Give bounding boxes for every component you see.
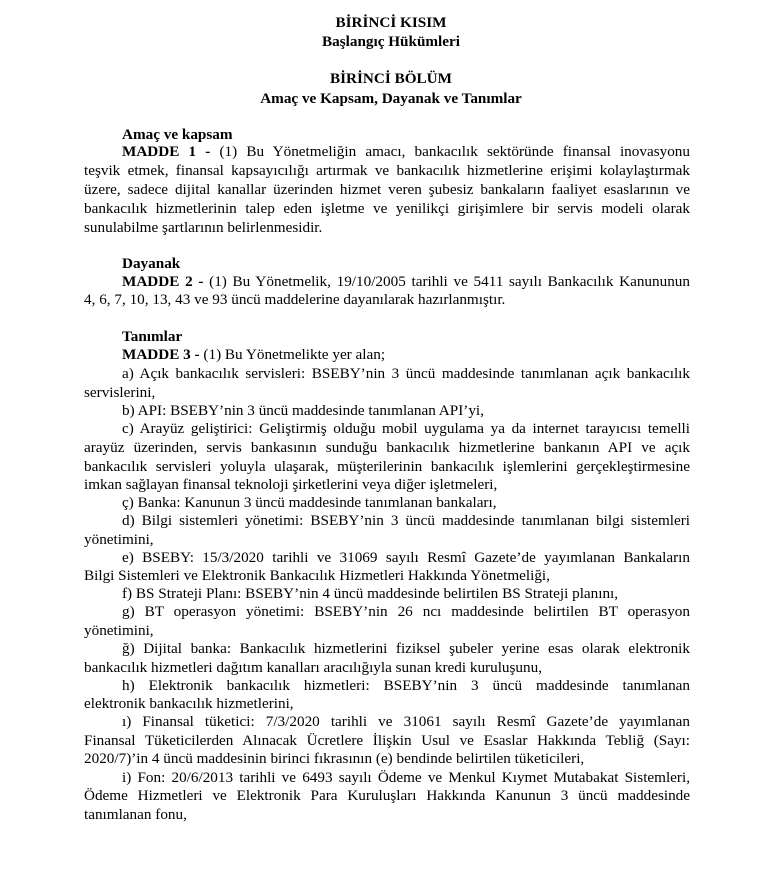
article2-label: MADDE 2 - (122, 273, 204, 290)
definition-d-cont: yönetimini, (84, 531, 154, 548)
definition-e: e) BSEBY: 15/3/2020 tarihli ve 31069 sayılı Resmî Gazete’de yayımlanan Bankaların (122, 549, 690, 566)
article3-first-line: MADDE 3 - (1) Bu Yönetmelikte yer alan; (122, 346, 386, 363)
article1-label: MADDE 1 - (122, 143, 211, 160)
article1-line: bankacılık hizmetlerinin talep eden işletme ve yenilikçi girişimlere bir servis modeli olarak (84, 200, 690, 217)
definition-gg-cont: bankacılık hizmetleri dağıtım kanalları aracılığıyla sunan kredi kuruluşunu, (84, 659, 543, 676)
definition-c-cont: arayüz üzerinden, servis bankasının sunduğu bankacılık hizmetlerine bankanın API ve açık (84, 439, 690, 456)
part-title: BİRİNCİ KISIM (335, 14, 447, 31)
definition-d: d) Bilgi sistemleri yönetimi: BSEBY’nin 3 üncü maddesinde tanımlanan bilgi sistemleri (122, 512, 690, 529)
definition-a-cont: servislerini, (84, 384, 156, 401)
definition-g: g) BT operasyon yönetimi: BSEBY’nin 26 ncı maddesinde belirtilen BT operasyon (122, 603, 690, 620)
definition-cc: ç) Banka: Kanunun 3 üncü maddesinde tanımlanan bankaları, (122, 494, 497, 511)
definition-i: i) Fon: 20/6/2013 tarihli ve 6493 sayılı Ödeme ve Menkul Kıymet Mutabakat Sistemleri, (122, 769, 690, 786)
definition-i-cont: tanımlanan fonu, (84, 806, 187, 823)
definition-i-cont: Ödeme Hizmetleri ve Elektronik Para Kuruluşları Hakkında Kanunun 3 üncü maddesinde (84, 787, 690, 804)
part-subtitle: Başlangıç Hükümleri (322, 33, 460, 50)
definition-gg: ğ) Dijital banka: Bankacılık hizmetlerini fiziksel şubeler yerine esas olarak elektronik (122, 640, 690, 657)
article1-first-line: MADDE 1 - (1) Bu Yönetmeliğin amacı, bankacılık sektöründe finansal inovasyonu (122, 143, 690, 160)
definition-ii-cont: 2020/7)’in 4 üncü maddesinin birinci fıkrasının (e) bendinde belirtilen tüketicileri, (84, 750, 585, 767)
definition-c-cont: imkan sağlayan finansal teknoloji şirketlerini veya diğer işletmeleri, (84, 476, 498, 493)
definition-ii: ı) Finansal tüketici: 7/3/2020 tarihli ve 31061 sayılı Resmî Gazete’de yayımlanan (122, 713, 690, 730)
section-title: BİRİNCİ BÖLÜM (330, 70, 452, 87)
article1-line: teşvik etmek, finansal kapsayıcılığı artırmak ve bankacılık hizmetlerine erişimi kolaylaştırmak (84, 162, 690, 179)
article3-heading: Tanımlar (122, 328, 183, 345)
article1-line: sunulabilme şartlarının belirlenmesidir. (84, 219, 323, 236)
section-subtitle: Amaç ve Kapsam, Dayanak ve Tanımlar (260, 90, 522, 107)
article1-heading: Amaç ve kapsam (122, 126, 233, 143)
article3-label: MADDE 3 - (122, 346, 200, 363)
definition-c: c) Arayüz geliştirici: Geliştirmiş olduğu mobil uygulama ya da internet tarayıcısı temelli (122, 420, 690, 437)
definition-ii-cont: Finansal Tüketicilerden Alınacak Ücretlere İlişkin Usul ve Esaslar Hakkında Tebliğ (Sayı: (84, 732, 690, 749)
article1-line: üzere, sadece dijital kanallar üzerinden hizmet veren şubesiz bankaların faaliyet esaslarının ve (84, 181, 690, 198)
article2-line: 4, 6, 7, 10, 13, 43 ve 93 üncü maddelerine dayanılarak hazırlanmıştır. (84, 291, 506, 308)
article2-heading: Dayanak (122, 255, 181, 272)
definition-e-cont: Bilgi Sistemleri ve Elektronik Bankacılık Hizmetleri Hakkında Yönetmeliği, (84, 567, 550, 584)
definition-c-cont: bankacılık servisleri yoluyla ulaşarak, müşterilerinin bankacılık işlemlerini gerçekleştirmesine (84, 458, 690, 475)
definition-h-cont: elektronik bankacılık hizmetlerini, (84, 695, 294, 712)
definition-h: h) Elektronik bankacılık hizmetleri: BSEBY’nin 3 üncü maddesinde tanımlanan (122, 677, 690, 694)
definition-g-cont: yönetimini, (84, 622, 154, 639)
definition-b: b) API: BSEBY’nin 3 üncü maddesinde tanımlanan API’yi, (122, 402, 484, 419)
article2-first-line: MADDE 2 - (1) Bu Yönetmelik, 19/10/2005 tarihli ve 5411 sayılı Bankacılık Kanununun (122, 273, 690, 290)
definition-f: f) BS Strateji Planı: BSEBY’nin 4 üncü maddesinde belirtilen BS Strateji planını, (122, 585, 619, 602)
definition-a: a) Açık bankacılık servisleri: BSEBY’nin 3 üncü maddesinde tanımlanan açık bankacılık (122, 365, 690, 382)
